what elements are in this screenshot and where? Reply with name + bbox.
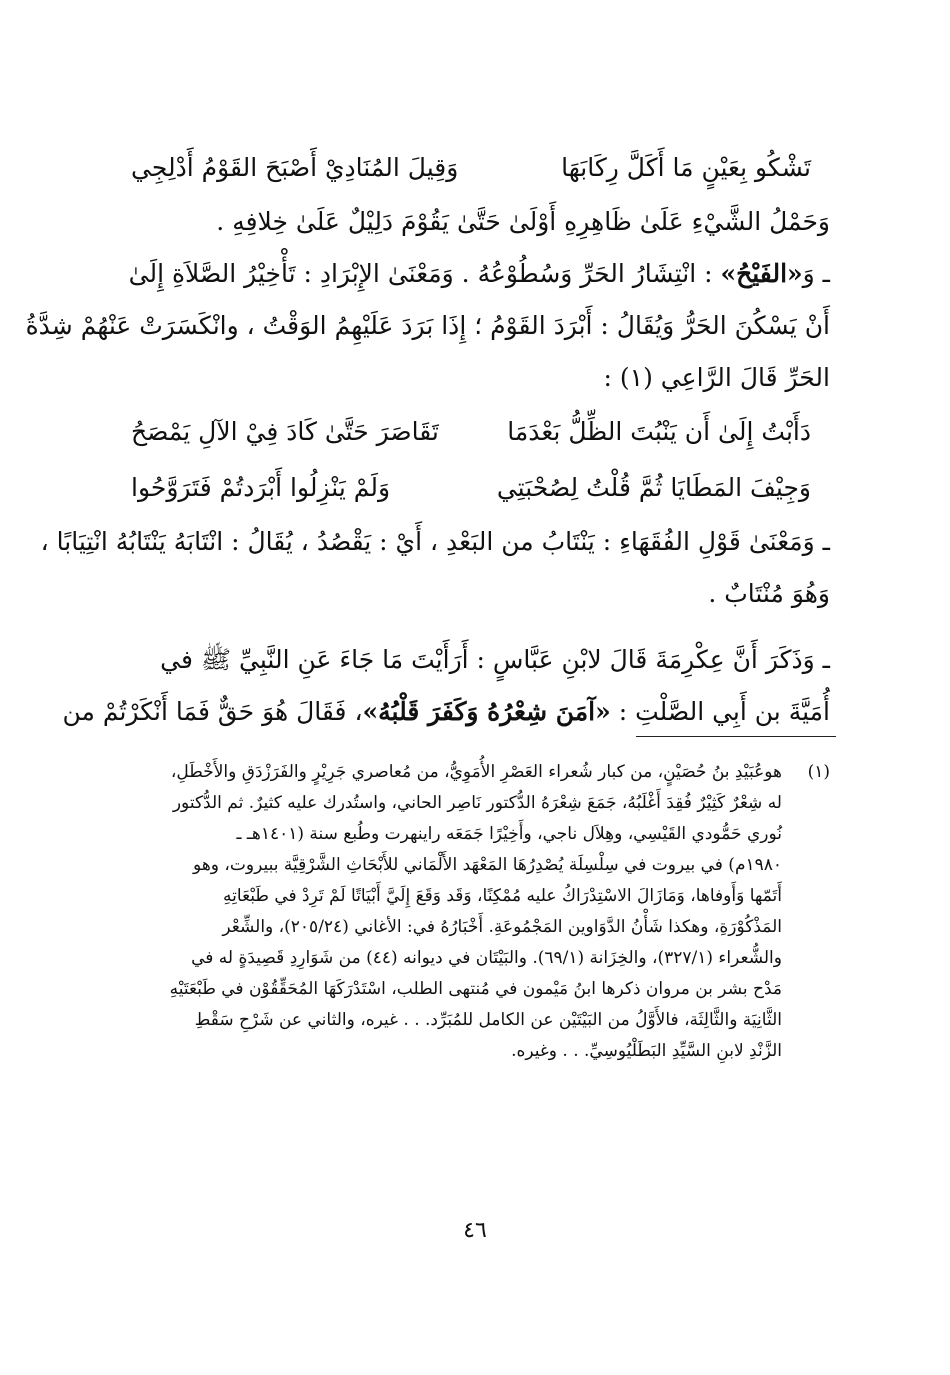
paragraph-line: الحَرِّ قَالَ الرَّاعِي (١) : xyxy=(603,363,830,392)
footnote-line: الزَّنْدِ لابنِ السَّيِّدِ البَطَلْيُوسِيِّ. . . وغيره. xyxy=(511,1041,782,1061)
headword-fayh: «الفَيْحُ» xyxy=(720,259,803,288)
verse-2-second-hemistich: تَقَاصَرَ حَتَّىٰ كَادَ فِيْ الآلِ يَمْصَحُ xyxy=(131,417,439,446)
paragraph-intiyab xyxy=(40,516,830,620)
paragraph-line: ـ وَذَكَرَ أَنَّ عِكْرِمَةَ قَالَ لابْنِ عَبَّاسٍ : أَرَأَيْتَ مَا جَاءَ عَنِ النَّبِيِّ ﷺ في xyxy=(160,645,830,674)
paragraph-line: أَنْ يَسْكُنَ الحَرُّ وَيُقَالُ : أَبْرَدَ القَوْمُ ؛ إِذَا بَرَدَ عَلَيْهِمُ الوَقْتُ ، وانْكَسَرَتْ عَنْهُمْ شِدَّةُ xyxy=(25,311,830,340)
paragraph-ikrima xyxy=(62,634,830,738)
paragraph-fayh xyxy=(25,248,830,404)
footnote-line: أَتَمّها وَأَوفاها، وَمَازَالَ الاسْتِدْرَاكُ عليه مُمْكِنًا، وَقَد وَقَعَ إِلَيَّ أَبْيَاتًا لَمْ تَرِدْ في طَبْعَاتِهِ xyxy=(223,886,782,906)
verse-1-first-hemistich: تَشْكُو بِعَيْنٍ مَا أَكَلَّ رِكَابَهَا xyxy=(561,153,811,182)
verse-2-first-hemistich: دَأَبْتُ إِلَىٰ أَن يَنْبُتَ الظِّلُّ بَعْدَمَا xyxy=(507,417,811,446)
verse-line-3 xyxy=(131,460,811,516)
hadith-quote: «آمَنَ شِعْرُهُ وَكَفَرَ قَلْبُهُ» xyxy=(362,697,611,726)
paragraph-line: وَحَمْلُ الشَّيْءِ عَلَىٰ ظَاهِرِهِ أَوْلَىٰ حَتَّىٰ يَقُوْمَ دَلِيْلٌ عَلَىٰ خِلافِهِ . xyxy=(216,207,830,236)
paragraph-line xyxy=(112,248,830,300)
verse-1-second-hemistich: وَقِيلَ المُنَادِيْ أَصْبَحَ القَوْمُ أَدْلِجِي xyxy=(131,153,459,182)
footnote-line: نُوري حَمُّودي القَيْسِي، وهِلاَل ناجي، وأَخِيْرًا جَمَعَه راينهرت وطُبع سنة (١٤٠١هـ ـ xyxy=(236,824,782,844)
main-text xyxy=(25,140,830,738)
footnote-line xyxy=(112,757,830,788)
verse-line-2 xyxy=(131,404,811,460)
dash-marker: ـ وَ xyxy=(802,259,830,288)
text-segment: ، فَقَالَ هُوَ حَقٌّ فَمَا أَنْكَرْتُمْ من xyxy=(62,697,363,726)
verse-line-1 xyxy=(131,140,811,196)
footnote-line: مَدْح بشر بن مروان ذكرها ابنُ مَيْمون في مُنتهى الطلب، اسْتَدْرَكَهَا المُحَقِّقُوْن في طَبْعَتَيْهِ xyxy=(169,979,782,999)
definition-text: : انْتِشَارُ الحَرِّ وَسُطُوْعُهُ . وَمَعْنَىٰ الإِبْرَادِ : تَأْخِيْرُ الصَّلاَةِ إِلَىٰ xyxy=(128,259,713,288)
text-segment: أُمَيَّةَ بن أَبِي الصَّلْتِ : xyxy=(618,697,830,726)
paragraph-gap xyxy=(112,620,830,634)
verse-3-second-hemistich: وَلَمْ يَنْزِلُوا أَبْرَدتُمْ فَتَرَوَّحُوا xyxy=(131,473,391,502)
paragraph-line xyxy=(62,686,830,738)
footnote-line: المَذْكُوْرَةِ، وهكذا شَأْنُ الدَّوَاوين المَجْمُوعَةِ. أَخْبَارُهُ في: الأغاني (٢٠٥/٢٤)، والشِّعْر xyxy=(222,917,782,937)
paragraph-literal-meaning xyxy=(112,196,830,248)
footnote-separator xyxy=(636,736,836,737)
paragraph-line: ـ وَمَعْنَىٰ قَوْلِ الفُقَهَاءِ : يَنْتَابُ من البَعْدِ ، أَيْ : يَقْصُدُ ، يُقَالُ : انْتَابَهُ يَنْتَابُهُ انْتِيَابًا ، xyxy=(40,527,830,556)
footnote-line: له شِعْرٌ كَثِيْرٌ فُقِدَ أَغْلَبُهُ، جَمَعَ شِعْرَهُ الدُّكتور نَاصِر الحاني، واستُدرك عليه كثيرٌ. ثم الدُّكتور xyxy=(172,793,782,813)
paragraph-line: وَهُوَ مُنْتَابٌ . xyxy=(708,579,830,608)
footnotes xyxy=(112,757,830,1067)
footnote-line: ١٩٨٠م) في بيروت في سِلْسِلَة يُصْدِرُهَا المَعْهَد الأَلْمَاني للأَبْحَاثِ الشَّرْقِيَّة ببيروت، وهو xyxy=(193,855,782,875)
verse-3-first-hemistich: وَجِيْفَ المَطَايَا ثُمَّ قُلْتُ لِصُحْبَتِي xyxy=(496,473,811,502)
footnote-line: الثَّانِيَة والثَّالِثَة، فالأَوَّلُ من البَيْتَيْن عن الكامل للمُبَرِّد. . . غيره، والثاني عن شَرْحِ سَقْطِ xyxy=(194,1010,782,1030)
footnote-line: والشُّعراء (٣٢٧/١)، والخِزَانة (٦٩/١). والبَيْتَان في ديوانه (٤٤) من شَوَارِدِ قَصِيدَةٍ له في xyxy=(191,948,782,968)
page-number: ٤٦ xyxy=(463,1218,487,1243)
footnote-number: (١) xyxy=(807,762,830,782)
footnote-text: هوعُبَيْدِ بنُ حُصَيْنٍ، من كبار شُعراء العَصْرِ الأُمَوِيُّ، من مُعاصري جَرِيْرٍ والفَرَزْدَقِ والأَخْطَلِ، xyxy=(170,762,782,782)
